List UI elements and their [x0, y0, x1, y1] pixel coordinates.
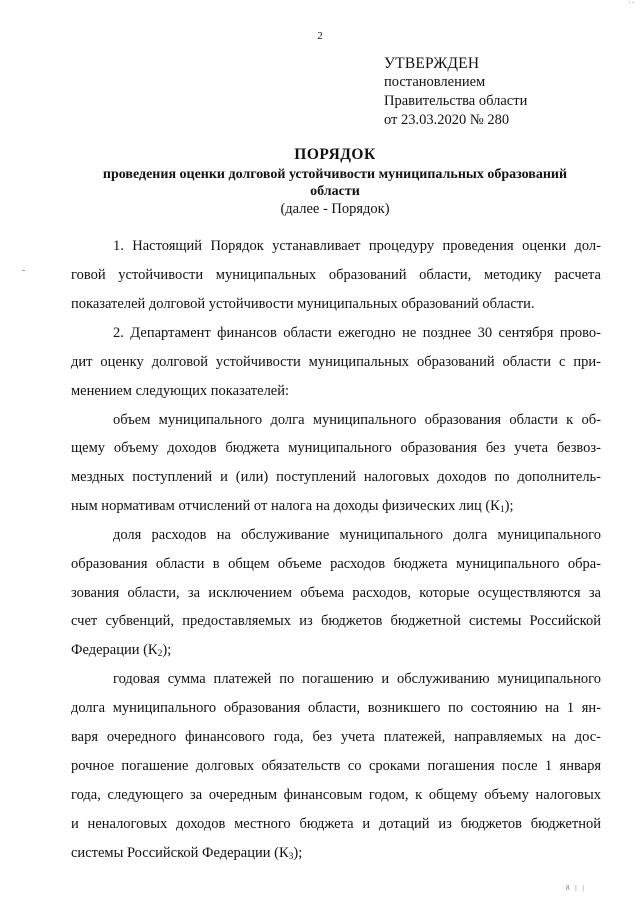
indicator-line: зования области, за исключением объема расходов, которые осуществляются за [71, 585, 601, 601]
indicator-tail: ); [162, 642, 172, 658]
indicator-subscript: 1 [499, 505, 505, 515]
approval-line: постановлением [384, 74, 486, 90]
paragraph-line: 2. Департамент финансов области ежегодно не позднее 30 сентября прово- [113, 325, 601, 341]
indicator-tail: ); [504, 498, 514, 514]
margin-dash [22, 270, 25, 271]
approval-line: от 23.03.2020 № 280 [384, 112, 510, 128]
indicator-text: системы Российской Федерации (К [71, 845, 289, 861]
approval-line: Правительства области [384, 93, 528, 109]
paragraph-line: показателей долговой устойчивости муниципальных образований области. [71, 296, 535, 312]
paragraph-line: 1. Настоящий Порядок устанавливает процедуру проведения оценки дол- [113, 238, 601, 254]
indicator-line: варя очередного финансового года, без учета платежей, направляемых на дос- [71, 729, 601, 745]
subtitle-line: области [310, 184, 360, 199]
indicator-line: долга муниципального образования области, возникшего по состоянию на 1 ян- [71, 700, 601, 716]
indicator-line: годовая сумма платежей по погашению и обслуживанию муниципального [113, 671, 601, 687]
subtitle-line: проведения оценки долговой устойчивости муниципальных образований [102, 167, 568, 182]
approval-block [384, 54, 527, 130]
document-note: (далее - Порядок) [280, 201, 390, 217]
document-subtitle [0, 166, 640, 200]
indicator-text: ным нормативам отчислений от налога на доходы физических лиц (К [71, 498, 500, 514]
indicator-line-final [71, 642, 601, 659]
document-title: ПОРЯДОК [294, 146, 376, 163]
indicator-tail: ); [293, 845, 303, 861]
paragraph-line: говой устойчивости муниципальных образований области, методику расчета [71, 267, 601, 283]
paragraph-line: дит оценку долговой устойчивости муниципальных образований области с при- [71, 354, 601, 370]
indicator-line: образования области в общем объеме расходов бюджета муниципального обра- [71, 556, 601, 572]
indicator-line-final [71, 845, 601, 862]
indicator-line: мездных поступлений и (или) поступлений налоговых доходов по дополнитель- [71, 469, 601, 485]
indicator-line: щему объему доходов бюджета муниципального образования без учета безвоз- [71, 440, 601, 456]
corner-scan-mark: ʹ ʹ [628, 0, 634, 9]
indicator-line: доля расходов на обслуживание муниципального долга муниципального [113, 527, 601, 543]
indicator-line: объем муниципального долга муниципального образования области к об- [113, 412, 601, 428]
approval-title: УТВЕРЖДЕН [384, 55, 480, 72]
page-number: 2 [317, 30, 323, 42]
indicator-line: года, следующего за очередным финансовым годом, к общему объему налоговых [71, 787, 601, 803]
indicator-line: рочное погашение долговых обязательств со сроками погашения после 1 января [71, 758, 601, 774]
footer-scan-mark: 8 | | [566, 884, 586, 892]
paragraph-line: менением следующих показателей: [71, 383, 290, 399]
indicator-line: и неналоговых доходов местного бюджета и дотаций из бюджетов бюджетной [71, 816, 601, 832]
indicator-line-final [71, 498, 601, 515]
indicator-subscript: 3 [288, 852, 294, 862]
indicator-text: Федерации (К [71, 642, 158, 658]
indicator-line: счет субвенций, предоставляемых из бюджетов бюджетной системы Российской [71, 613, 601, 629]
indicator-subscript: 2 [157, 649, 163, 659]
